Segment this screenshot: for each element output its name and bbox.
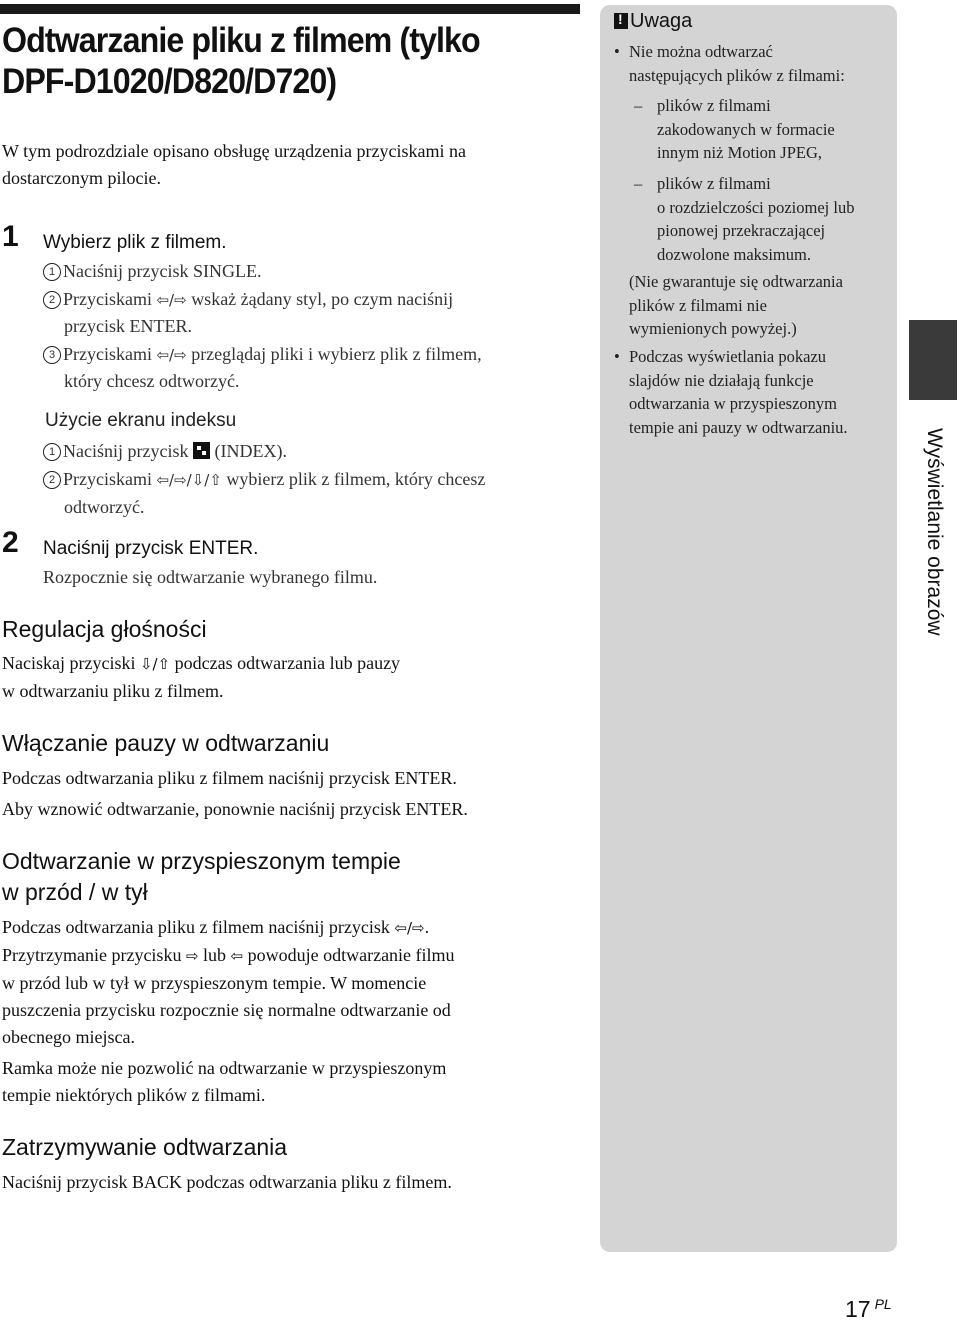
- step-1-item-3: 3 Przyciskami ⇦/⇨ przeglądaj pliki i wybierz plik z filmem,: [43, 341, 482, 369]
- volume-paragraph: Naciskaj przyciski ⇩/⇧ podczas odtwarzania lub pauzy w odtwarzaniu pliku z filmem.: [2, 653, 401, 701]
- circled-number-2: 2: [43, 291, 61, 309]
- circled-number-1: 1: [43, 263, 61, 281]
- note-parenthetical: (Nie gwarantuje się odtwarzania plików z filmami nie wymienionych powyżej.): [629, 272, 843, 339]
- fast-heading: Odtwarzanie w przyspieszonym tempie w przód / w tył: [2, 848, 401, 905]
- section-side-label: Wyświetlanie obrazów: [923, 428, 946, 636]
- page-title: Odtwarzanie pliku z filmem (tylko DPF-D1020/D820/D720): [2, 21, 480, 101]
- section-tab-marker: [909, 320, 957, 400]
- step-2-title: Naciśnij przycisk ENTER.: [43, 538, 259, 559]
- circled-number-1: 1: [43, 443, 61, 461]
- index-item-2-cont: odtworzyć.: [64, 497, 145, 517]
- pause-heading: Włączanie pauzy w odtwarzaniu: [2, 730, 330, 756]
- stop-line: Naciśnij przycisk BACK podczas odtwarzania pliku z filmem.: [2, 1172, 452, 1192]
- note-dash-2-text: plików z filmami o rozdzielczości poziomej lub pionowej przekraczającej dozwolone maksimum.: [657, 174, 855, 264]
- note-bullet-2: •: [614, 347, 620, 366]
- note-bullet-2-text: Podczas wyświetlania pokazu slajdów nie działają funkcje odtwarzania w przyspieszonym tempie ani pauzy w odtwarzaniu.: [629, 347, 848, 437]
- note-bullet-1: •: [614, 42, 620, 61]
- four-way-arrows-icon: ⇦/⇨/⇩/⇧: [156, 471, 222, 489]
- index-icon: [193, 442, 210, 459]
- fast-note-paragraph: Ramka może nie pozwolić na odtwarzanie w przyspieszonym tempie niektórych plików z filmami.: [2, 1058, 447, 1105]
- pause-line-1: Podczas odtwarzania pliku z filmem naciśnij przycisk ENTER.: [2, 768, 457, 788]
- step-1-item-2: 2 Przyciskami ⇦/⇨ wskaż żądany styl, po czym naciśnij: [43, 286, 453, 314]
- page-number: 17 $^{PL}$: [845, 1296, 892, 1322]
- note-bullet-1-text: Nie można odtwarzać następujących plików z filmami:: [629, 42, 845, 85]
- step-2-number: 2: [2, 526, 19, 559]
- step-1-number: 1: [2, 220, 19, 253]
- left-right-arrows-icon: ⇦/⇨: [156, 346, 187, 364]
- note-icon: [614, 13, 628, 29]
- step-2-description: Rozpocznie się odtwarzanie wybranego filmu.: [43, 567, 378, 587]
- note-dash-1-text: plików z filmami zakodowanych w formacie innym niż Motion JPEG,: [657, 96, 835, 163]
- pause-line-2: Aby wznowić odtwarzanie, ponownie naciśnij przycisk ENTER.: [2, 799, 468, 819]
- volume-heading: Regulacja głośności: [2, 616, 207, 642]
- circled-number-3: 3: [43, 346, 61, 364]
- left-arrow-icon: ⇦: [230, 947, 244, 965]
- step-1-item-3-cont: który chcesz odtworzyć.: [64, 371, 240, 391]
- note-dash-2: –: [634, 174, 643, 193]
- note-heading: !Uwaga: [614, 10, 692, 33]
- down-up-arrows-icon: ⇩/⇧: [139, 655, 171, 673]
- right-arrow-icon: ⇨: [185, 947, 199, 965]
- left-right-arrows-icon: ⇦/⇨: [156, 291, 187, 309]
- index-item-1: 1 Naciśnij przycisk (INDEX).: [43, 438, 287, 465]
- left-right-arrows-icon: ⇦/⇨: [394, 919, 425, 937]
- title-rule: [0, 4, 580, 14]
- step-1-item-1: 1 Naciśnij przycisk SINGLE.: [43, 258, 261, 285]
- note-dash-1: –: [634, 96, 643, 115]
- index-item-2: 2 Przyciskami ⇦/⇨/⇩/⇧ wybierz plik z filmem, który chcesz: [43, 466, 485, 494]
- step-1-title: Wybierz plik z filmem.: [43, 232, 227, 253]
- index-screen-heading: Użycie ekranu indeksu: [45, 410, 237, 431]
- stop-heading: Zatrzymywanie odtwarzania: [2, 1134, 288, 1160]
- intro-paragraph: W tym podrozdziale opisano obsługę urządzenia przyciskami na dostarczonym pilocie.: [2, 141, 467, 188]
- step-1-item-2-cont: przycisk ENTER.: [64, 316, 192, 336]
- fast-paragraph: Podczas odtwarzania pliku z filmem naciśnij przycisk ⇦/⇨. Przytrzymanie przycisku ⇨ lub ⇦ powoduje odtwarzanie filmu w przód lub w tył w przyspieszonym tempie. W momencie puszczenia przycisku rozpocznie się normalne odtwarzanie od obecnego miejsca.: [2, 917, 455, 1047]
- circled-number-2: 2: [43, 471, 61, 489]
